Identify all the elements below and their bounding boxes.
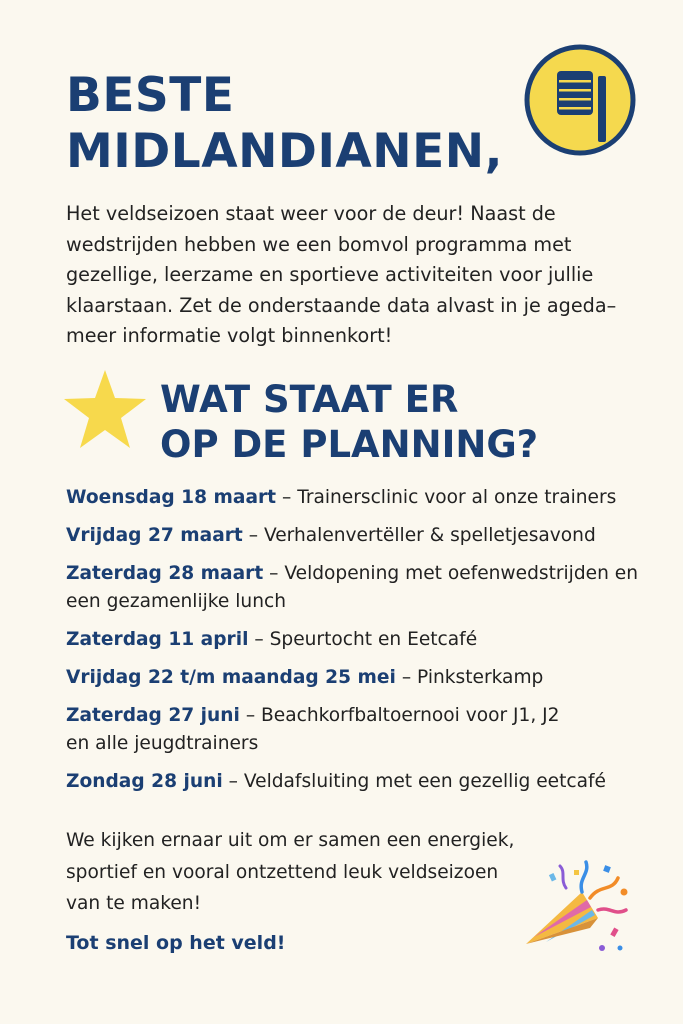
page-title — [66, 68, 503, 180]
event-description: – Veldopening met oefenwedstrijden en een gezamenlijke lunch — [66, 563, 639, 612]
intro-text: Het veldseizoen staat weer voor de deur! Naast de wedstrijden hebben we een bomvol programma met gezellige, leerzame en sportieve activiteiten voor jullie klaarstaan. Zet de onderstaande data alvast in je ageda– meer informatie volgt binnenkort! — [66, 202, 617, 347]
party-popper-icon — [520, 858, 632, 966]
planning-heading — [160, 377, 538, 467]
event-date: Woensdag 18 maart — [66, 487, 277, 508]
signoff-text: Tot snel op het veld! — [66, 932, 286, 954]
event-date: Zaterdag 27 juni — [66, 705, 240, 726]
event-item — [66, 484, 666, 512]
planning-heading-line-2: OP DE PLANNING? — [160, 423, 539, 466]
star-icon — [62, 368, 148, 450]
event-description: – Verhalenvertëller & spelletjesavond — [248, 525, 596, 546]
event-description: – Veldafsluiting met een gezellig eetcafé — [228, 771, 606, 792]
event-description: – Speurtocht en Eetcafé — [254, 629, 478, 650]
event-item — [66, 560, 646, 616]
event-description: – Pinksterkamp — [401, 667, 544, 688]
outro-text: We kijken ernaar uit om er samen een energiek, sportief en vooral ontzettend leuk veldseizoen van te maken! — [66, 830, 515, 914]
event-description: – Trainersclinic voor al onze trainers — [281, 487, 617, 508]
event-description: – Beachkorfbaltoernooi voor J1, J2 en alle jeugdtrainers — [66, 705, 560, 754]
event-list — [66, 484, 666, 796]
event-date: Vrijdag 22 t/m maandag 25 mei — [66, 667, 396, 688]
event-date: Zaterdag 28 maart — [66, 563, 264, 584]
event-item — [66, 664, 666, 692]
event-item — [66, 626, 666, 654]
event-item — [66, 522, 666, 550]
event-item — [66, 702, 566, 758]
event-date: Vrijdag 27 maart — [66, 525, 243, 546]
event-date: Zaterdag 11 april — [66, 629, 249, 650]
planning-heading-line-1: WAT STAAT ER — [160, 378, 459, 421]
page-title-line-2: MIDLANDIANEN, — [66, 124, 503, 179]
page-title-line-1: BESTE — [66, 68, 235, 123]
event-item — [66, 768, 666, 796]
event-date: Zondag 28 juni — [66, 771, 223, 792]
club-logo-icon — [524, 44, 636, 156]
